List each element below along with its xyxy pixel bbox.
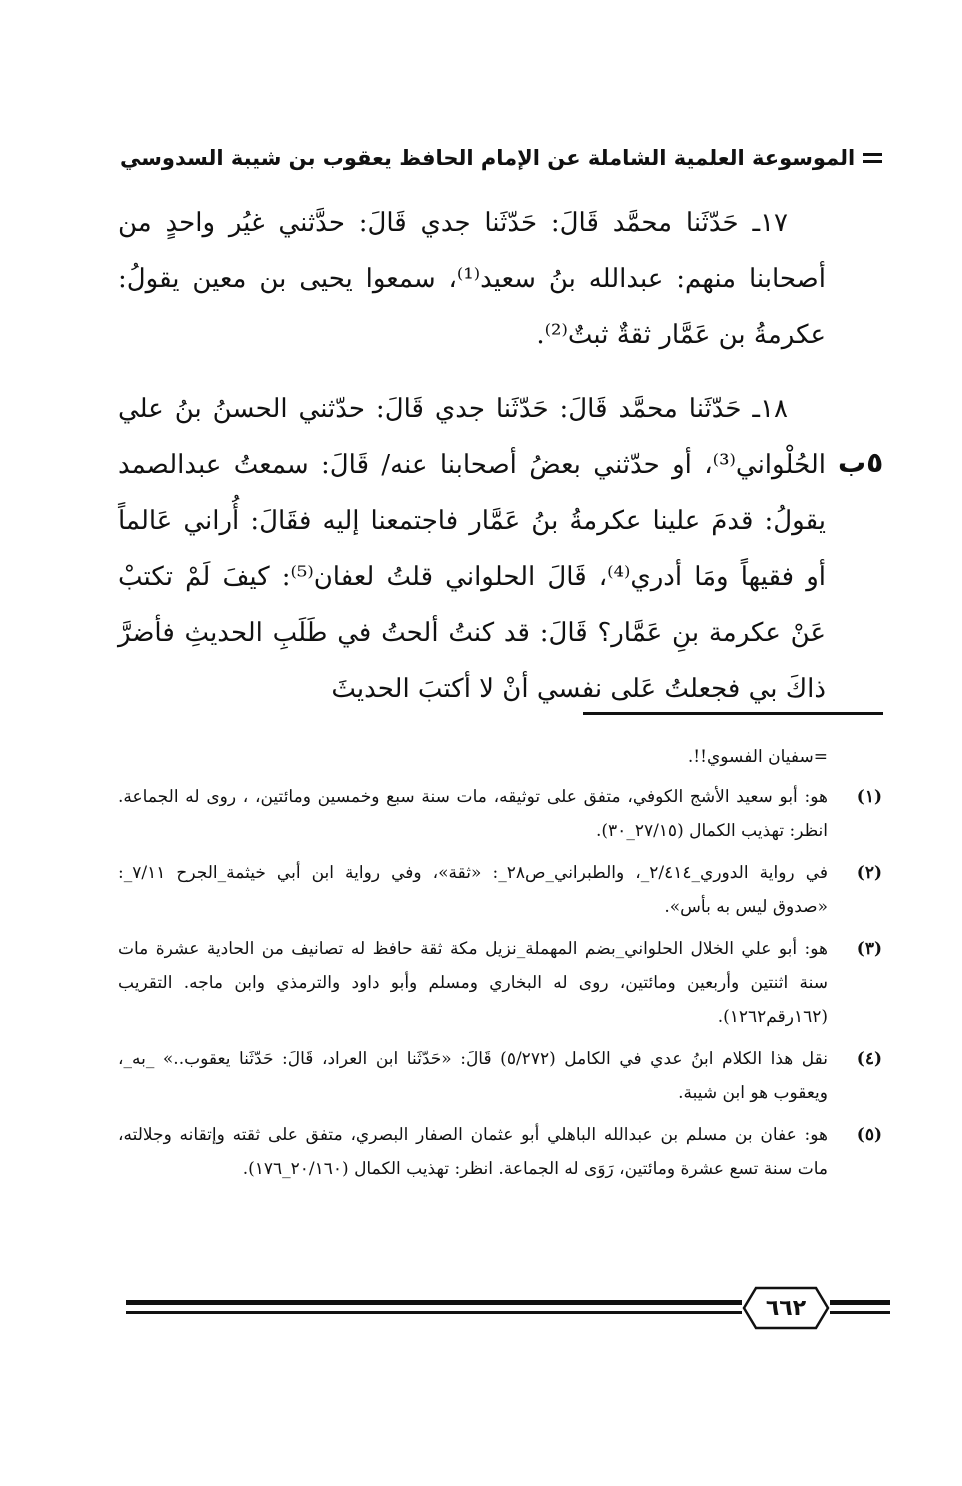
running-header — [112, 138, 882, 178]
footnote-number: (٤) — [856, 1049, 882, 1069]
page-number: ٦٦٢ — [765, 1295, 807, 1321]
footnote-text: هو: أبو سعيد الأشج الكوفي، متفق على توثيقه، مات سنة سبع وخمسين ومائتين، ، روى له الجماعة. انظر: تهذيب الكمال (٢٧/١٥_٣٠). — [118, 787, 828, 841]
footnote-number: (٥) — [856, 1125, 882, 1145]
footnote-1 — [118, 780, 882, 848]
footnote-number: (٣) — [856, 939, 882, 959]
footnote-text: هو: أبو علي الخلال الحلواني_بضم المهملة_نزيل مكة ثقة حافظ له تصانيف من الحادية عشرة مات سنة اثنتين وأربعين ومائتين، روى له البخاري ومسلم وأبو داود والترمذي وابن ماجه. التقريب (١٦٢رقم١٢٦٢). — [118, 939, 828, 1027]
page-number-badge — [742, 1286, 830, 1330]
margin-folio-marker: ٥ب — [838, 446, 884, 479]
footnote-continuation: =سفيان الفسوي!!. — [687, 747, 828, 767]
footnote-2 — [118, 856, 882, 924]
footnote-5 — [118, 1118, 882, 1186]
footnote-text: هو: عفان بن مسلم بن عبدالله الباهلي أبو عثمان الصفار البصري، متفق على ثقته وإتقانه وجلالته، مات سنة تسع عشرة ومائتين، رَوَى له الجماعة. انظر: تهذيب الكمال (٢٠/١٦٠_١٧٦). — [118, 1125, 828, 1179]
header-rule-right — [863, 153, 882, 163]
footnote-text: في رواية الدوري_٢/٤١٤_، والطبراني_ص٢٨_: «ثقة»، وفي رواية ابن أبي خيثمة_الجرح ٧/١١_: «صدوق ليس به بأس». — [118, 863, 828, 917]
footnote-4 — [118, 1042, 882, 1110]
footnote-number: (١) — [856, 787, 882, 807]
paragraph-17: ١٧ـ حَدّثَنا محمَّد قَالَ: حَدّثَنا جدي قَالَ: حدَّثني غيُر واحدٍ من أصحابنا منهم: عبدالله بنُ سعيد⁽¹⁾، سمعوا يحيى بن معين يقولُ: عكرمةُ بن عَمَّار ثقةٌ ثبتٌ⁽²⁾. — [118, 208, 826, 350]
footnote-3 — [118, 932, 882, 1034]
header-title: الموسوعة العلمية الشاملة عن الإمام الحافظ يعقوب بن شيبة السدوسي — [120, 146, 856, 170]
paragraph-18: ١٨ـ حَدّثَنا محمَّد قَالَ: حَدّثَنا جدي قَالَ: حدّثني الحسنُ بنُ علي الحُلْواني⁽³⁾، أو حدّثني بعضُ أصحابنا عنه/ قَالَ: سمعتُ عبدالصمد يقولُ: قدمَ علينا عكرمةُ بنُ عَمَّار فاجتمعنا إليه فقَالَ: أُراني عَالماً أو فقيهاً ومَا أدري⁽⁴⁾، قَالَ الحلواني قلتُ لعفان⁽⁵⁾: كيفَ لَمْ تكتبْ عَنْ عكرمة بنِ عَمَّار؟ قَالَ: قد كنتُ ألحتُ في طَلَبِ الحديثِ فأضرَّ ذاكَ بي فجعلتُ عَلى نفسي أنْ لا أكتبَ الحديثَ — [118, 394, 826, 704]
main-text — [118, 195, 826, 717]
footnote-text: نقل هذا الكلام ابنُ عدي في الكامل (٥/٢٧٢) قَالَ: «حَدّثَنا ابن العراد، قَالَ: حَدّثَنا يعقوب..» _به_، ويعقوب هو ابن شيبة. — [118, 1049, 828, 1103]
footnote-separator — [583, 712, 883, 715]
footnotes — [118, 740, 882, 1194]
footnote-number: (٢) — [856, 863, 882, 883]
